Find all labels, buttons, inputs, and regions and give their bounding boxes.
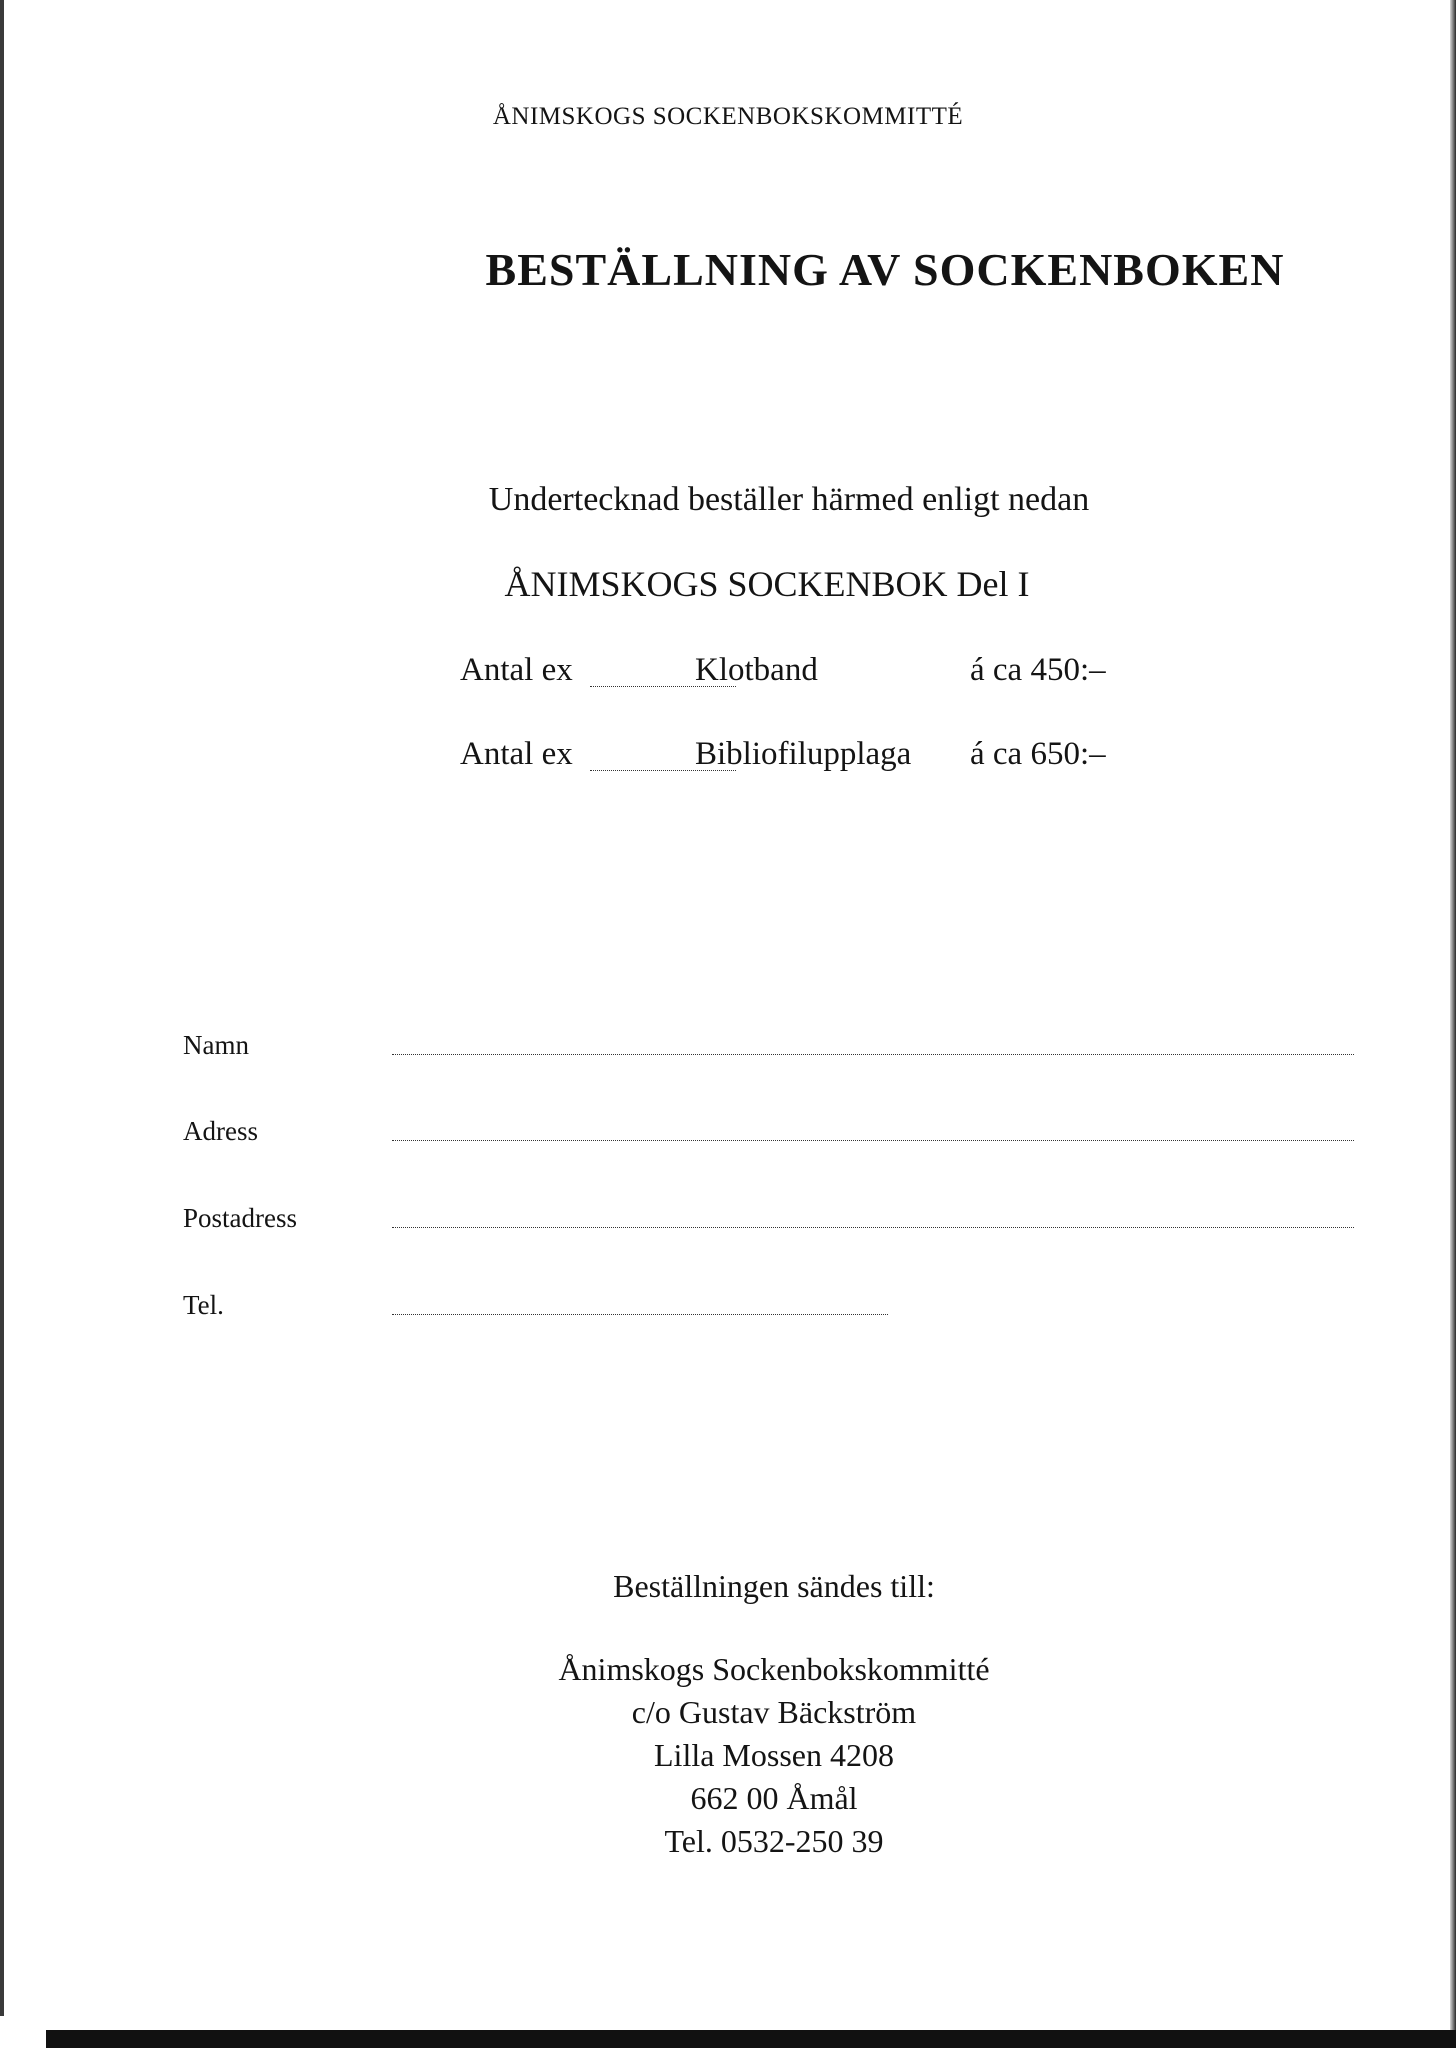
field-label: Namn (183, 1030, 249, 1060)
postal-address-fill-line[interactable] (392, 1227, 1354, 1228)
quantity-label: Antal ex (460, 736, 573, 772)
field-label: Tel. (183, 1290, 224, 1320)
quantity-label: Antal ex (460, 652, 573, 688)
page-title: BESTÄLLNING AV SOCKENBOKEN (485, 244, 1285, 295)
field-address (183, 1116, 1363, 1156)
edition-name: Bibliofilupplaga (695, 736, 912, 772)
field-label: Postadress (183, 1203, 297, 1233)
scan-edge-bottom (0, 2030, 1456, 2048)
send-to-heading: Beställningen sändes till: (613, 1568, 935, 1604)
book-title: ÅNIMSKOGS SOCKENBOK Del I (504, 564, 1030, 604)
order-row-bibliofil (460, 736, 1160, 780)
order-row-klotband (460, 652, 1160, 696)
field-postal-address (183, 1203, 1363, 1243)
name-fill-line[interactable] (392, 1054, 1354, 1055)
edition-price: á ca 650:– (970, 736, 1106, 772)
address-line: Lilla Mossen 4208 (654, 1737, 894, 1773)
field-label: Adress (183, 1116, 258, 1146)
scan-edge-notch (0, 2016, 46, 2048)
address-fill-line[interactable] (392, 1140, 1354, 1141)
field-name (183, 1030, 1363, 1070)
order-intro: Undertecknad beställer härmed enligt nedan (488, 481, 1090, 518)
address-line: c/o Gustav Bäckström (631, 1694, 917, 1730)
address-line: 662 00 Åmål (690, 1780, 858, 1816)
committee-name: ÅNIMSKOGS SOCKENBOKSKOMMITTÉ (492, 103, 964, 130)
address-line: Tel. 0532-250 39 (664, 1823, 884, 1859)
address-line: Ånimskogs Sockenbokskommitté (558, 1651, 990, 1687)
edition-name: Klotband (695, 652, 818, 688)
field-phone (183, 1290, 1363, 1330)
edition-price: á ca 450:– (970, 652, 1106, 688)
phone-fill-line[interactable] (392, 1314, 888, 1315)
